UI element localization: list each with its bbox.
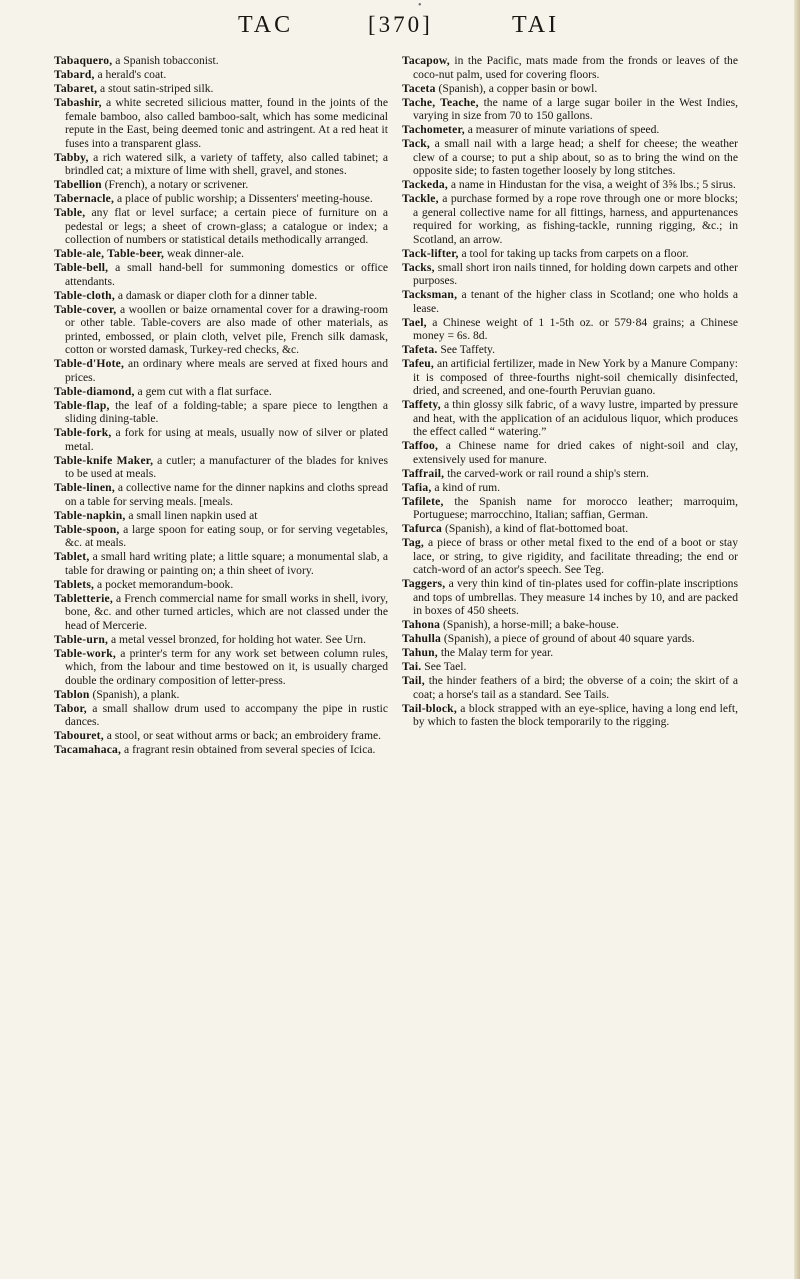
definition: a woollen or baize ornamental cover for a drawing-room or other table. Table-covers are also made of other materials, as printed, embossed, or plain cloth, velvet pile, French silk damask, cotton or worsted damask, Turkey-red checks, &c. xyxy=(65,302,388,356)
headword: Tahulla xyxy=(402,632,441,645)
headword: Tabletterie, xyxy=(54,591,113,605)
entry xyxy=(402,192,738,246)
headword: Table-cloth, xyxy=(54,288,115,302)
headword: Table-ale, Table-beer, xyxy=(54,247,165,260)
definition: (Spanish), a piece of ground of about 40 square yards. xyxy=(441,632,695,645)
entry xyxy=(402,247,738,261)
definition: small short iron nails tinned, for holding down carpets and other purposes. xyxy=(413,260,738,287)
definition: a block strapped with an eye-splice, having a long end left, by which to fasten the block temporarily to the rigging. xyxy=(413,701,738,728)
definition: a tenant of the higher class in Scotland; one who holds a lease. xyxy=(413,288,738,315)
guide-word-left: TAC xyxy=(238,12,294,38)
headword: Tabouret, xyxy=(54,729,104,742)
entry xyxy=(402,439,738,466)
definition: a Chinese weight of 1 1-5th oz. or 579·84 grains; a Chinese money = 6s. 8d. xyxy=(413,315,738,342)
headword: Table-work, xyxy=(54,646,117,660)
entry xyxy=(54,82,388,96)
headword: Taceta xyxy=(402,81,436,95)
entry xyxy=(402,96,738,123)
entry xyxy=(402,522,738,536)
page-number: [370] xyxy=(368,12,433,37)
left-column xyxy=(54,54,388,757)
definition: an artificial fertilizer, made in New York by a Manure Company: it is composed of three-fourths night-soil chemically disinfected, dried, and screened, and one-fourth Peruvian guano. xyxy=(413,357,738,397)
entry xyxy=(54,454,388,481)
headword: Table-linen, xyxy=(54,481,115,494)
headword: Table-napkin, xyxy=(54,508,126,522)
definition: in the Pacific, mats made from the fronds or leaves of the coco-nut palm, used for covering floors. xyxy=(413,54,738,81)
definition: a metal vessel bronzed, for holding hot water. See Urn. xyxy=(108,632,366,646)
headword: Table-cover, xyxy=(54,302,117,316)
entry xyxy=(54,426,388,453)
entry xyxy=(402,137,738,178)
definition: a piece of brass or other metal fixed to the end of a boot or stay lace, or string, to give rigidity, and facilitate threading; the end or catch-word of an actor's speech. See Teg. xyxy=(413,536,738,576)
headword: Tack, xyxy=(402,137,430,150)
headword: Taggers, xyxy=(402,577,446,590)
entry xyxy=(54,68,388,82)
entry xyxy=(402,618,738,632)
entry xyxy=(402,316,738,343)
definition: a white secreted silicious matter, found in the joints of the female bamboo, also called bamboo-salt, which has some medicinal repute in the East, being deemed tonic and astringent. At a red heat it fuses into a transparent glass. xyxy=(65,96,388,150)
headword: Tabaret, xyxy=(54,82,98,95)
headword: Tack-lifter, xyxy=(402,246,459,260)
entry xyxy=(54,509,388,523)
headword: Tackle, xyxy=(402,192,439,205)
entry xyxy=(54,54,388,68)
definition: a name in Hindustan for the visa, a weight of 3⅝ lbs.; 5 sirus. xyxy=(447,178,736,191)
headword: Tablets, xyxy=(54,577,95,591)
headword: Tag, xyxy=(402,536,424,549)
headword: Tacapow, xyxy=(402,54,450,67)
headword: Tabor, xyxy=(54,701,87,715)
headword: Table-bell, xyxy=(54,261,109,274)
definition: a damask or diaper cloth for a dinner table. xyxy=(114,288,318,302)
entry xyxy=(54,702,388,729)
headword: Tacksman, xyxy=(402,288,458,301)
definition: weak dinner-ale. xyxy=(164,247,245,260)
entry xyxy=(54,578,388,592)
entry xyxy=(402,646,738,660)
headword: Tachometer, xyxy=(402,123,465,136)
entry xyxy=(402,82,738,96)
definition: a small shallow drum used to accompany the pipe in rustic dances. xyxy=(65,701,388,728)
definition: the name of a large sugar boiler in the West Indies, varying in size from 70 to 150 gallons. xyxy=(413,95,739,122)
definition: a kind of rum. xyxy=(431,480,501,494)
headword: Tahun, xyxy=(402,646,438,659)
entry xyxy=(402,343,738,357)
definition: the hinder feathers of a bird; the obverse of a coin; the skirt of a coat; a horse's tail as a standard. See Tails. xyxy=(413,674,738,701)
entry xyxy=(54,96,388,150)
entry xyxy=(54,633,388,647)
definition: (Spanish), a copper basin or bowl. xyxy=(435,81,598,95)
entry xyxy=(402,481,738,495)
definition: a fork for using at meals, usually now of silver or plated metal. xyxy=(65,426,388,453)
definition: a cutler; a manufacturer of the blades for knives to be used at meals. xyxy=(65,453,389,480)
headword: Tahona xyxy=(402,618,441,631)
headword: Tail, xyxy=(402,674,425,687)
headword: Tai. xyxy=(402,660,422,673)
entry xyxy=(54,261,388,288)
definition: a herald's coat. xyxy=(94,68,167,81)
entry xyxy=(402,674,738,701)
definition: a printer's term for any work set between column rules, which, from the labour and time bestowed on it, is usually charged double the ordinary composition of letter-press. xyxy=(65,646,388,687)
definition: a stool, or seat without arms or back; an embroidery frame. xyxy=(103,729,382,742)
definition: the carved-work or rail round a ship's stern. xyxy=(444,466,649,480)
guide-word-right: TAI xyxy=(512,12,560,38)
definition: a French commercial name for small works in shell, ivory, bone, &c. and other turned articles, which are not classed under the head of Mercerie. xyxy=(65,591,388,632)
entry xyxy=(54,550,388,577)
entry xyxy=(54,647,388,688)
entry xyxy=(54,247,388,261)
entry xyxy=(54,399,388,426)
entry xyxy=(402,467,738,481)
headword: Taffoo, xyxy=(402,439,439,452)
headword: Table-spoon, xyxy=(54,522,120,536)
headword: Tafeta. xyxy=(402,343,438,356)
headword: Tafurca xyxy=(402,522,443,535)
definition: a large spoon for eating soup, or for serving vegetables, &c. at meals. xyxy=(65,522,388,549)
headword: Taffety, xyxy=(402,398,441,411)
definition: an ordinary where meals are served at fixed hours and prices. xyxy=(65,357,388,384)
headword: Tacamahaca, xyxy=(54,743,122,756)
entry xyxy=(402,536,738,577)
definition: (Spanish), a plank. xyxy=(89,687,180,701)
definition: a small hard writing plate; a little square; a monumental slab, a table for drawing or painting on; a thin sheet of ivory. xyxy=(65,550,388,577)
headword: Tael, xyxy=(402,315,427,329)
definition: a Chinese name for dried cakes of night-soil and clay, extensively used for manure. xyxy=(413,439,738,466)
entry xyxy=(402,123,738,137)
entry xyxy=(54,729,388,743)
page-header xyxy=(0,0,800,44)
definition: a fragrant resin obtained from several species of Icica. xyxy=(121,743,376,756)
definition: a place of public worship; a Dissenters' meeting-house. xyxy=(114,192,373,205)
definition: a small linen napkin used at xyxy=(125,508,258,522)
definition: a collective name for the dinner napkins and cloths spread on a table for serving meals. [meals. xyxy=(65,481,388,508)
definition: a purchase formed by a rope rove through one or more blocks; a general collective name for all fittings, harness, and appurtenances required for working, as fishing-tackle, running rigging, &c.; in Scotland, an arrow. xyxy=(413,192,738,246)
entry xyxy=(402,288,738,315)
headword: Table-fork, xyxy=(54,426,112,439)
definition: the leaf of a folding-table; a spare piece to lengthen a sliding dining-table. xyxy=(65,398,388,425)
definition: a pocket memorandum-book. xyxy=(94,577,234,591)
definition: a small nail with a large head; a shelf for cheese; the weather clew of a course; to put a ship about, so as to bring the wind on the opposite side; to fasten together loosely by long stitches. xyxy=(413,137,738,177)
definition: a tool for taking up tacks from carpets on a floor. xyxy=(458,246,689,260)
definition: (Spanish), a kind of flat-bottomed boat. xyxy=(442,522,629,535)
entry xyxy=(54,206,388,247)
definition: the Malay term for year. xyxy=(437,646,554,659)
entry xyxy=(402,702,738,729)
definition: (French), a notary or scrivener. xyxy=(101,178,249,191)
headword: Tabashir, xyxy=(54,96,102,109)
headword: Tabby, xyxy=(54,150,89,164)
headword: Tabernacle, xyxy=(54,192,115,205)
definition: a thin glossy silk fabric, of a wavy lustre, imparted by pressure and heat, with the application of an acidulous liquor, which produces the effect called “ watering.” xyxy=(413,398,738,438)
definition: a stout satin-striped silk. xyxy=(97,82,214,95)
headword: Table, xyxy=(54,206,86,219)
definition: any flat or level surface; a certain piece of furniture on a pedestal or legs; a sheet of crown-glass; a catalogue or index; a collection of numbers or statistical details methodically arranged. xyxy=(65,206,388,246)
definition: (Spanish), a horse-mill; a bake-house. xyxy=(440,618,619,631)
headword: Tafilete, xyxy=(402,494,444,508)
headword: Tafeu, xyxy=(402,357,435,370)
definition: a gem cut with a flat surface. xyxy=(134,384,272,398)
headword: Tablon xyxy=(54,687,90,701)
entry xyxy=(54,523,388,550)
entry xyxy=(54,357,388,384)
definition: See Taffety. xyxy=(437,343,496,356)
headword: Taffrail, xyxy=(402,466,445,480)
headword: Table-urn, xyxy=(54,632,109,646)
entry xyxy=(54,151,388,178)
entry xyxy=(54,743,388,757)
headword: Table-d'Hote, xyxy=(54,357,125,370)
headword: Tafia, xyxy=(402,480,432,494)
headword: Tacks, xyxy=(402,260,435,274)
entry xyxy=(402,261,738,288)
page-binding-edge xyxy=(794,0,800,1279)
headword: Table-flap, xyxy=(54,398,110,412)
entry xyxy=(402,398,738,439)
definition: a very thin kind of tin-plates used for coffin-plate inscriptions and tops of umbrellas. They measure 14 inches by 10, and are packed in boxes of 450 sheets. xyxy=(413,577,738,617)
entry xyxy=(54,592,388,633)
right-column xyxy=(402,54,738,729)
headword: Tackeda, xyxy=(402,178,448,191)
entry xyxy=(54,178,388,192)
definition: a Spanish tobacconist. xyxy=(112,54,219,67)
definition: See Tael. xyxy=(421,660,467,673)
entry xyxy=(402,632,738,646)
entry xyxy=(54,289,388,303)
entry xyxy=(402,54,738,81)
entry xyxy=(402,495,738,522)
definition: the Spanish name for morocco leather; marroquim, Portuguese; marrocchino, Italian; saffian, German. xyxy=(413,494,738,521)
entry xyxy=(402,660,738,674)
headword: Tabaquero, xyxy=(54,54,113,67)
entry xyxy=(54,688,388,702)
headword: Table-knife Maker, xyxy=(54,453,154,467)
entry xyxy=(402,178,738,192)
headword: Tabard, xyxy=(54,68,95,81)
definition: a measurer of minute variations of speed. xyxy=(464,123,660,136)
definition: a small hand-bell for summoning domestics or office attendants. xyxy=(65,261,388,288)
headword: Table-diamond, xyxy=(54,384,135,398)
print-mark: • xyxy=(418,0,422,11)
headword: Tache, Teache, xyxy=(402,95,479,109)
headword: Tablet, xyxy=(54,550,90,563)
definition: a rich watered silk, a variety of taffety, also called tabinet; a brindled cat; a mixture of lime with shell, gravel, and stones. xyxy=(65,150,388,177)
entry xyxy=(54,192,388,206)
entry xyxy=(402,577,738,618)
entry xyxy=(54,385,388,399)
headword: Tabellion xyxy=(54,178,102,191)
entry xyxy=(54,303,388,357)
entry xyxy=(402,357,738,398)
headword: Tail-block, xyxy=(402,701,457,715)
entry xyxy=(54,481,388,508)
